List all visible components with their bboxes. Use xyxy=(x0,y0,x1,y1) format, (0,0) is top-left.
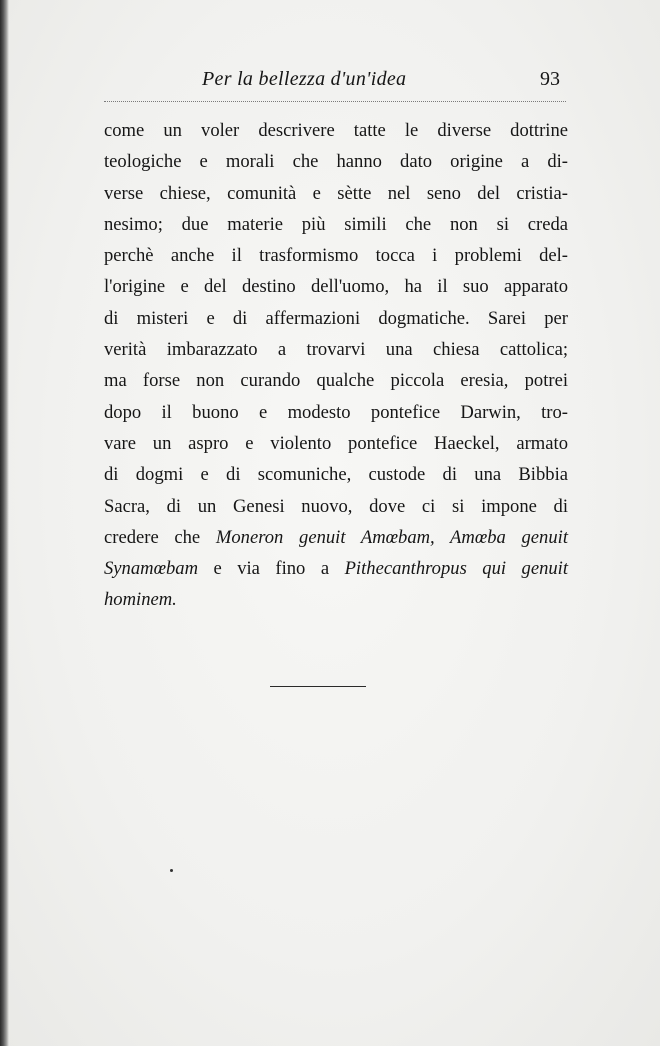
paper-speck xyxy=(170,869,173,872)
text-line xyxy=(104,240,568,271)
text-segment: verità imbarazzato a trovarvi una chiesa cattolica; xyxy=(104,339,568,361)
text-segment: Sacra, di un Genesi nuovo, dove ci si impone di xyxy=(104,495,568,517)
text-segment: di dogmi e di scomuniche, custode di una Bibbia xyxy=(104,464,568,486)
header-rule xyxy=(104,101,566,102)
text-line xyxy=(104,115,568,146)
text-line xyxy=(104,146,568,177)
text-segment: e via fino a xyxy=(198,558,345,580)
running-title: Per la bellezza d'un'idea xyxy=(202,68,407,90)
text-segment: dopo il buono e modesto pontefice Darwin, tro- xyxy=(104,401,568,423)
text-segment: perchè anche il trasformismo tocca i problemi del- xyxy=(104,245,568,267)
text-segment: verse chiese, comunità e sètte nel seno del cristia- xyxy=(104,182,568,204)
page-number: 93 xyxy=(540,68,560,90)
text-line xyxy=(104,428,568,459)
text-line xyxy=(104,397,568,428)
text-line xyxy=(104,365,568,396)
text-line xyxy=(104,209,568,240)
text-segment: come un voler descrivere tatte le diverse dottrine xyxy=(104,120,568,141)
end-of-section-rule xyxy=(270,686,366,687)
text-line xyxy=(104,459,568,490)
text-line xyxy=(104,553,568,584)
body-text xyxy=(104,115,568,616)
binding-edge xyxy=(0,0,9,1046)
text-segment: l'origine e del destino dell'uomo, ha il suo apparato xyxy=(104,276,568,298)
text-line xyxy=(104,334,568,365)
text-segment: nesimo; due materie più simili che non si creda xyxy=(104,213,568,235)
latin-phrase: Synamœbam xyxy=(104,558,198,580)
latin-phrase: Moneron genuit Amœbam, Amœba genuit xyxy=(215,526,568,548)
text-segment: teologiche e morali che hanno dato origine a di- xyxy=(104,151,568,173)
page-header xyxy=(104,66,568,96)
latin-phrase: hominem. xyxy=(104,589,177,611)
text-segment: ma forse non curando qualche piccola eresia, potrei xyxy=(104,370,568,392)
text-line xyxy=(104,178,568,209)
text-segment: di misteri e di affermazioni dogmatiche. Sarei per xyxy=(104,307,568,329)
text-segment: vare un aspro e violento pontefice Haeckel, armato xyxy=(104,432,568,454)
text-line xyxy=(104,584,568,615)
text-segment: credere che xyxy=(104,526,216,548)
text-line xyxy=(104,522,568,553)
text-line xyxy=(104,303,568,334)
text-line xyxy=(104,271,568,302)
text-line xyxy=(104,491,568,522)
latin-phrase: Pithecanthropus qui genuit xyxy=(344,558,568,580)
